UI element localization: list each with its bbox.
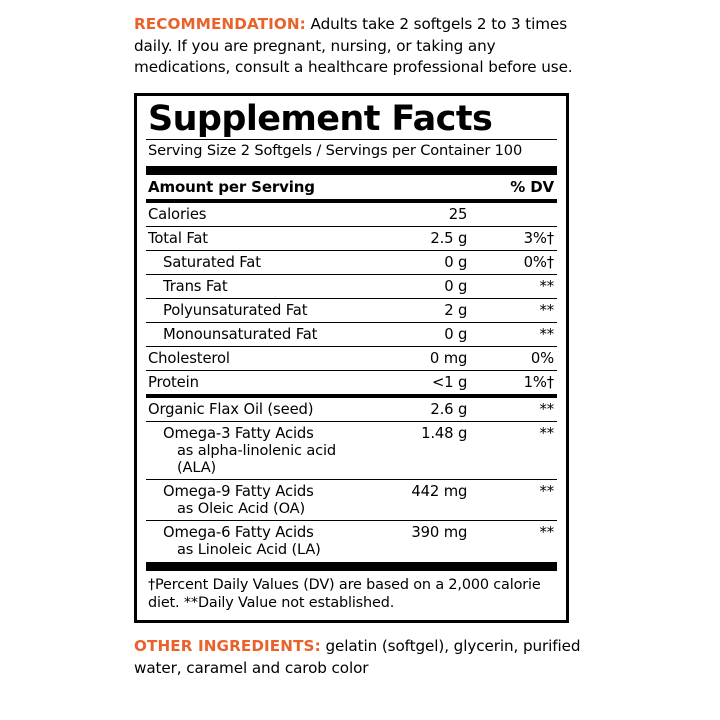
nutrient-dv: ** <box>491 298 557 322</box>
ingredient-name-cell <box>146 421 368 479</box>
ingredient-amount: 390 mg <box>368 520 491 561</box>
recommendation-text: Adults take 2 softgels 2 to 3 times daily. If you are pregnant, nursing, or taking any medications, consult a healthcare professional before use. <box>134 15 573 77</box>
table-row <box>146 346 557 370</box>
nutrient-name: Total Fat <box>146 226 368 250</box>
nutrient-name: Monounsaturated Fat <box>146 322 368 346</box>
facts-table-omegas <box>146 398 557 561</box>
table-row <box>146 298 557 322</box>
nutrient-name: Protein <box>146 370 368 394</box>
ingredient-subname: as alpha-linolenic acid (ALA) <box>177 441 337 476</box>
nutrient-name: Trans Fat <box>146 274 368 298</box>
supplement-facts-panel <box>134 93 569 623</box>
ingredient-name-cell <box>146 479 368 520</box>
nutrient-name: Saturated Fat <box>146 250 368 274</box>
divider-thick-bottom <box>146 562 557 571</box>
ingredient-amount: 2.6 g <box>430 400 468 418</box>
nutrient-amount: 0 g <box>368 250 491 274</box>
table-row <box>146 250 557 274</box>
amount-per-serving-header: Amount per Serving <box>148 177 315 196</box>
nutrient-name: Calories <box>148 205 207 223</box>
recommendation-label: RECOMMENDATION: <box>134 15 306 33</box>
other-ingredients-label: OTHER INGREDIENTS: <box>134 637 321 656</box>
ingredient-subname: as Linoleic Acid (LA) <box>177 540 321 558</box>
ingredient-amount: 1.48 g <box>368 421 491 479</box>
panel-footnote: †Percent Daily Values (DV) are based on a 2,000 calorie diet. **Daily Value not established. <box>148 576 541 612</box>
facts-table-primary <box>146 175 557 199</box>
ingredient-name-cell <box>146 520 368 561</box>
ingredient-name: Omega-6 Fatty Acids <box>163 523 314 541</box>
nutrient-dv: 1%† <box>491 370 557 394</box>
ingredient-name: Omega-9 Fatty Acids <box>163 482 314 500</box>
nutrient-dv <box>491 203 557 227</box>
table-row <box>146 520 557 561</box>
nutrient-dv: 0% <box>491 346 557 370</box>
ingredient-name: Organic Flax Oil (seed) <box>148 400 314 418</box>
divider-thick-top <box>146 166 557 175</box>
table-row <box>146 274 557 298</box>
nutrient-dv: 0%† <box>491 250 557 274</box>
nutrient-amount: 0 mg <box>368 346 491 370</box>
nutrient-dv: ** <box>491 322 557 346</box>
ingredient-name: Omega-3 Fatty Acids <box>163 424 314 442</box>
table-row <box>146 226 557 250</box>
ingredient-dv: ** <box>539 400 554 418</box>
recommendation-paragraph <box>134 14 589 79</box>
ingredient-amount: 442 mg <box>368 479 491 520</box>
table-row <box>146 398 557 422</box>
dv-header: % DV <box>510 177 554 196</box>
ingredient-dv: ** <box>491 421 557 479</box>
table-row <box>146 479 557 520</box>
table-row <box>146 322 557 346</box>
facts-table-nutrients <box>146 203 557 394</box>
nutrient-amount: 0 g <box>368 274 491 298</box>
panel-title: Supplement Facts <box>148 98 493 139</box>
nutrient-amount: <1 g <box>368 370 491 394</box>
nutrient-name: Cholesterol <box>146 346 368 370</box>
other-ingredients-text: gelatin (softgel), glycerin, purified water, caramel and carob color <box>134 637 581 677</box>
table-row <box>146 421 557 479</box>
ingredient-dv: ** <box>491 520 557 561</box>
nutrient-amount: 2 g <box>368 298 491 322</box>
table-row <box>146 370 557 394</box>
header-spacer <box>368 175 491 199</box>
nutrient-dv: 3%† <box>491 226 557 250</box>
other-ingredients-paragraph <box>134 636 604 679</box>
ingredient-subname: as Oleic Acid (OA) <box>177 499 306 517</box>
nutrient-amount: 25 <box>448 205 468 223</box>
table-row <box>146 203 557 227</box>
table-header-row <box>146 175 557 199</box>
serving-size-line: Serving Size 2 Softgels / Servings per Container 100 <box>148 142 523 160</box>
nutrient-amount: 2.5 g <box>368 226 491 250</box>
nutrient-name: Polyunsaturated Fat <box>146 298 368 322</box>
ingredient-dv: ** <box>491 479 557 520</box>
nutrient-amount: 0 g <box>368 322 491 346</box>
nutrient-dv: ** <box>491 274 557 298</box>
